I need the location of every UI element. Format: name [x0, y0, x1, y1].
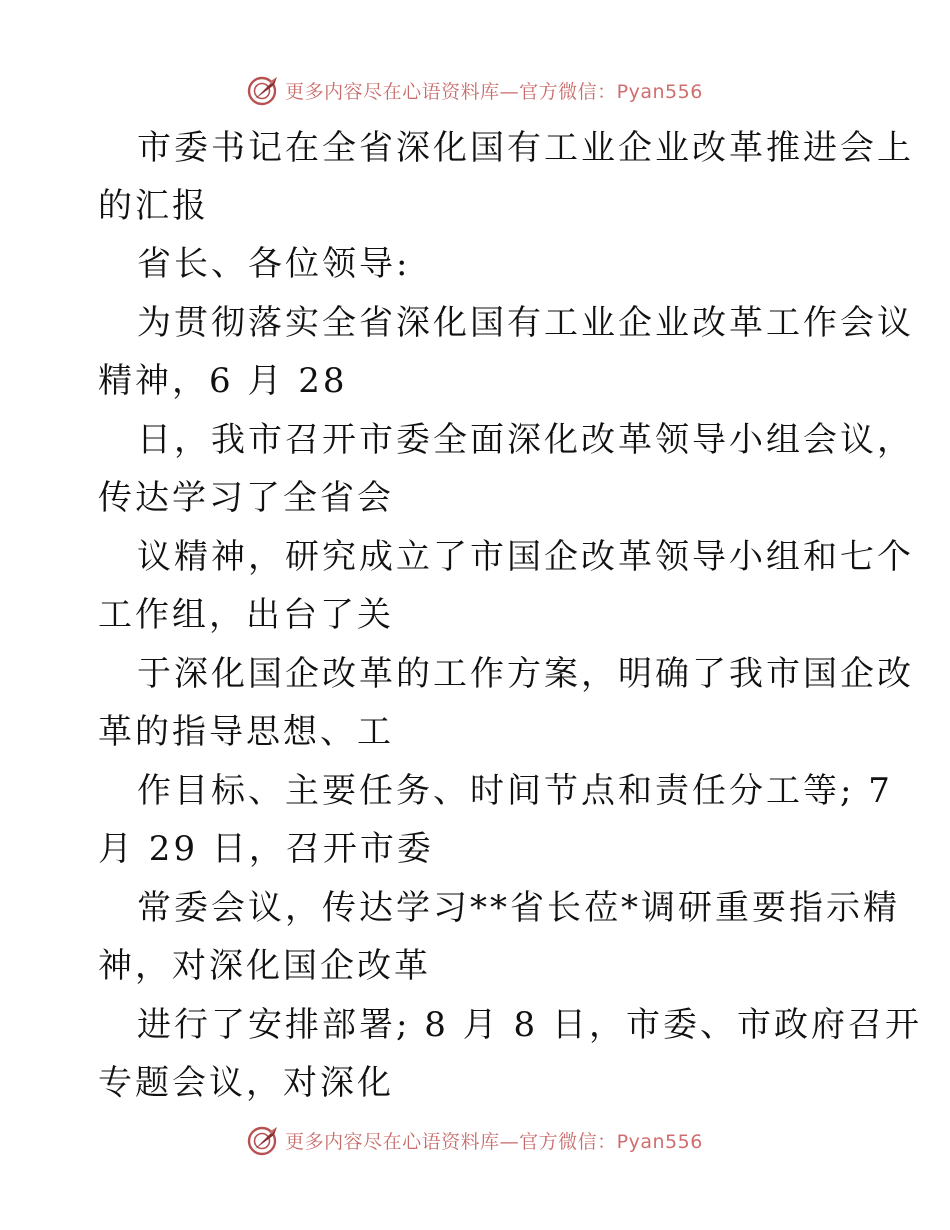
paragraph-line: 专题会议，对深化 [98, 1063, 394, 1103]
paragraph-line: 月 29 日，召开市委 [98, 829, 434, 869]
paragraph-line: 于深化国企改革的工作方案，明确了我市国企改 [137, 654, 914, 694]
paragraph-line: 精神，6 月 28 [98, 361, 348, 401]
title-line-1: 市委书记在全省深化国有工业企业改革推进会上 [137, 128, 914, 168]
title-line-2: 的汇报 [98, 186, 209, 226]
wechat-id: Pyan556 [616, 80, 703, 103]
paragraph-line: 常委会议，传达学习**省长莅*调研重要指示精 [137, 888, 900, 928]
watermark-text: 更多内容尽在心语资料库—官方微信：Pyan556 [285, 1130, 703, 1153]
watermark-text: 更多内容尽在心语资料库—官方微信：Pyan556 [285, 80, 703, 103]
wechat-id: Pyan556 [616, 1130, 703, 1153]
quill-logo-icon [247, 1123, 281, 1157]
paragraph-line: 革的指导思想、工 [98, 712, 394, 752]
paragraph-line: 工作组，出台了关 [98, 595, 394, 635]
paragraph-line: 进行了安排部署; 8 月 8 日，市委、市政府召开 [137, 1005, 922, 1045]
paragraph-line: 议精神，研究成立了市国企改革领导小组和七个 [137, 537, 914, 577]
footer-watermark [0, 1120, 950, 1160]
paragraph-line: 为贯彻落实全省深化国有工业企业改革工作会议 [137, 303, 914, 343]
paragraph-line: 日，我市召开市委全面深化改革领导小组会议， [137, 420, 914, 460]
paragraph-line: 传达学习了全省会 [98, 478, 394, 518]
salutation: 省长、各位领导: [137, 244, 411, 284]
paragraph-line: 神，对深化国企改革 [98, 946, 431, 986]
paragraph-line: 作目标、主要任务、时间节点和责任分工等; 7 [137, 771, 893, 811]
